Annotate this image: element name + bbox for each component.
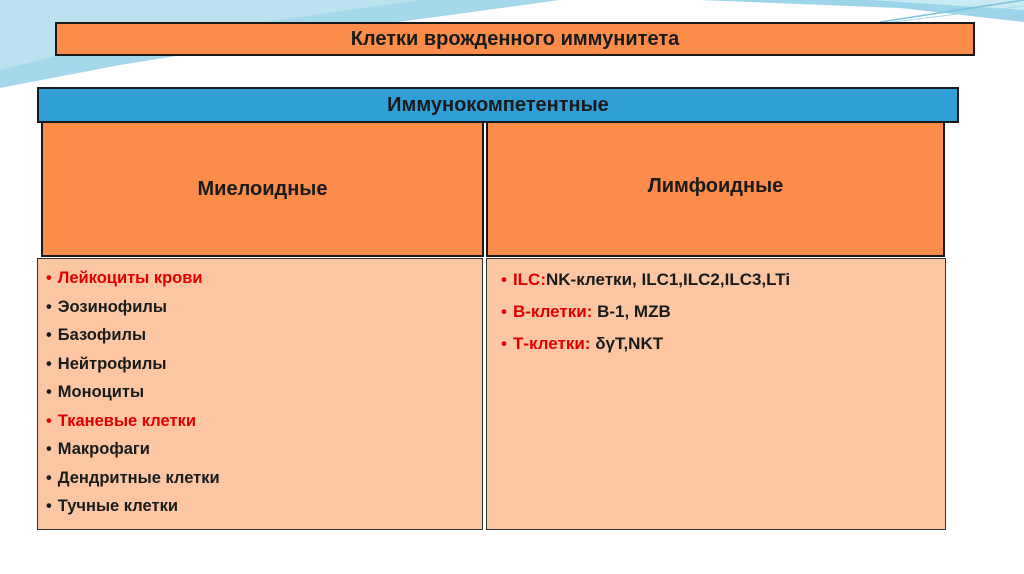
myeloid-list-item-text: Базофилы — [57, 326, 147, 344]
myeloid-list-item-text: Дендритные клетки — [57, 468, 220, 487]
bullet-icon: • — [46, 297, 52, 316]
bullet-icon: • — [501, 270, 507, 289]
bullet-icon: • — [46, 383, 52, 401]
myeloid-list-item-text: Моноциты — [57, 383, 145, 401]
slide-title: Клетки врожденного иммунитета — [55, 22, 975, 56]
bullet-icon: • — [46, 326, 52, 344]
myeloid-cells-list — [37, 258, 483, 530]
myeloid-list-item — [46, 380, 482, 409]
bullet-icon: • — [46, 354, 52, 373]
myeloid-list-item — [46, 295, 482, 324]
lymphoid-list-item-text: δγT,NKT — [590, 334, 664, 353]
myeloid-list-item-text: Макрофаги — [57, 440, 150, 458]
myeloid-list-item-text: Нейтрофилы — [57, 354, 167, 373]
lymphoid-list-item-label: B-клетки: — [512, 302, 593, 321]
myeloid-list-item — [46, 266, 482, 295]
myeloid-list-item — [46, 494, 482, 523]
lymphoid-list-item — [501, 299, 945, 331]
bullet-icon: • — [501, 302, 507, 321]
bullet-icon: • — [46, 497, 52, 515]
bullet-icon: • — [46, 440, 52, 458]
bullet-icon: • — [46, 411, 52, 430]
category-header-immunocompetent: Иммунокомпетентные — [37, 87, 959, 123]
bullet-icon: • — [46, 468, 52, 487]
myeloid-list-item — [46, 323, 482, 352]
lymphoid-list-item — [501, 331, 945, 363]
bullet-icon: • — [46, 269, 52, 287]
lymphoid-cells-list — [486, 258, 946, 530]
bullet-icon: • — [501, 334, 507, 353]
myeloid-list-item-text: Тучные клетки — [57, 497, 178, 515]
myeloid-list-item-text: Эозинофилы — [57, 297, 167, 316]
myeloid-list-item — [46, 352, 482, 381]
lymphoid-list-item-label: Т-клетки: — [512, 334, 591, 353]
lymphoid-list-item-label: ILC: — [512, 270, 546, 289]
myeloid-list-item — [46, 409, 482, 438]
column-header-myeloid: Миелоидные — [41, 123, 484, 257]
lymphoid-list-item-text: B-1, MZB — [592, 302, 671, 321]
column-header-lymphoid: Лимфоидные — [486, 123, 945, 257]
myeloid-list-item — [46, 466, 482, 495]
myeloid-list-item-text: Тканевые клетки — [57, 411, 196, 430]
lymphoid-list-item-text: NK-клетки, ILC1,ILC2,ILC3,LTi — [546, 270, 791, 289]
myeloid-list-item-text: Лейкоциты крови — [57, 269, 203, 287]
lymphoid-list-item — [501, 267, 945, 299]
myeloid-list-item — [46, 437, 482, 466]
